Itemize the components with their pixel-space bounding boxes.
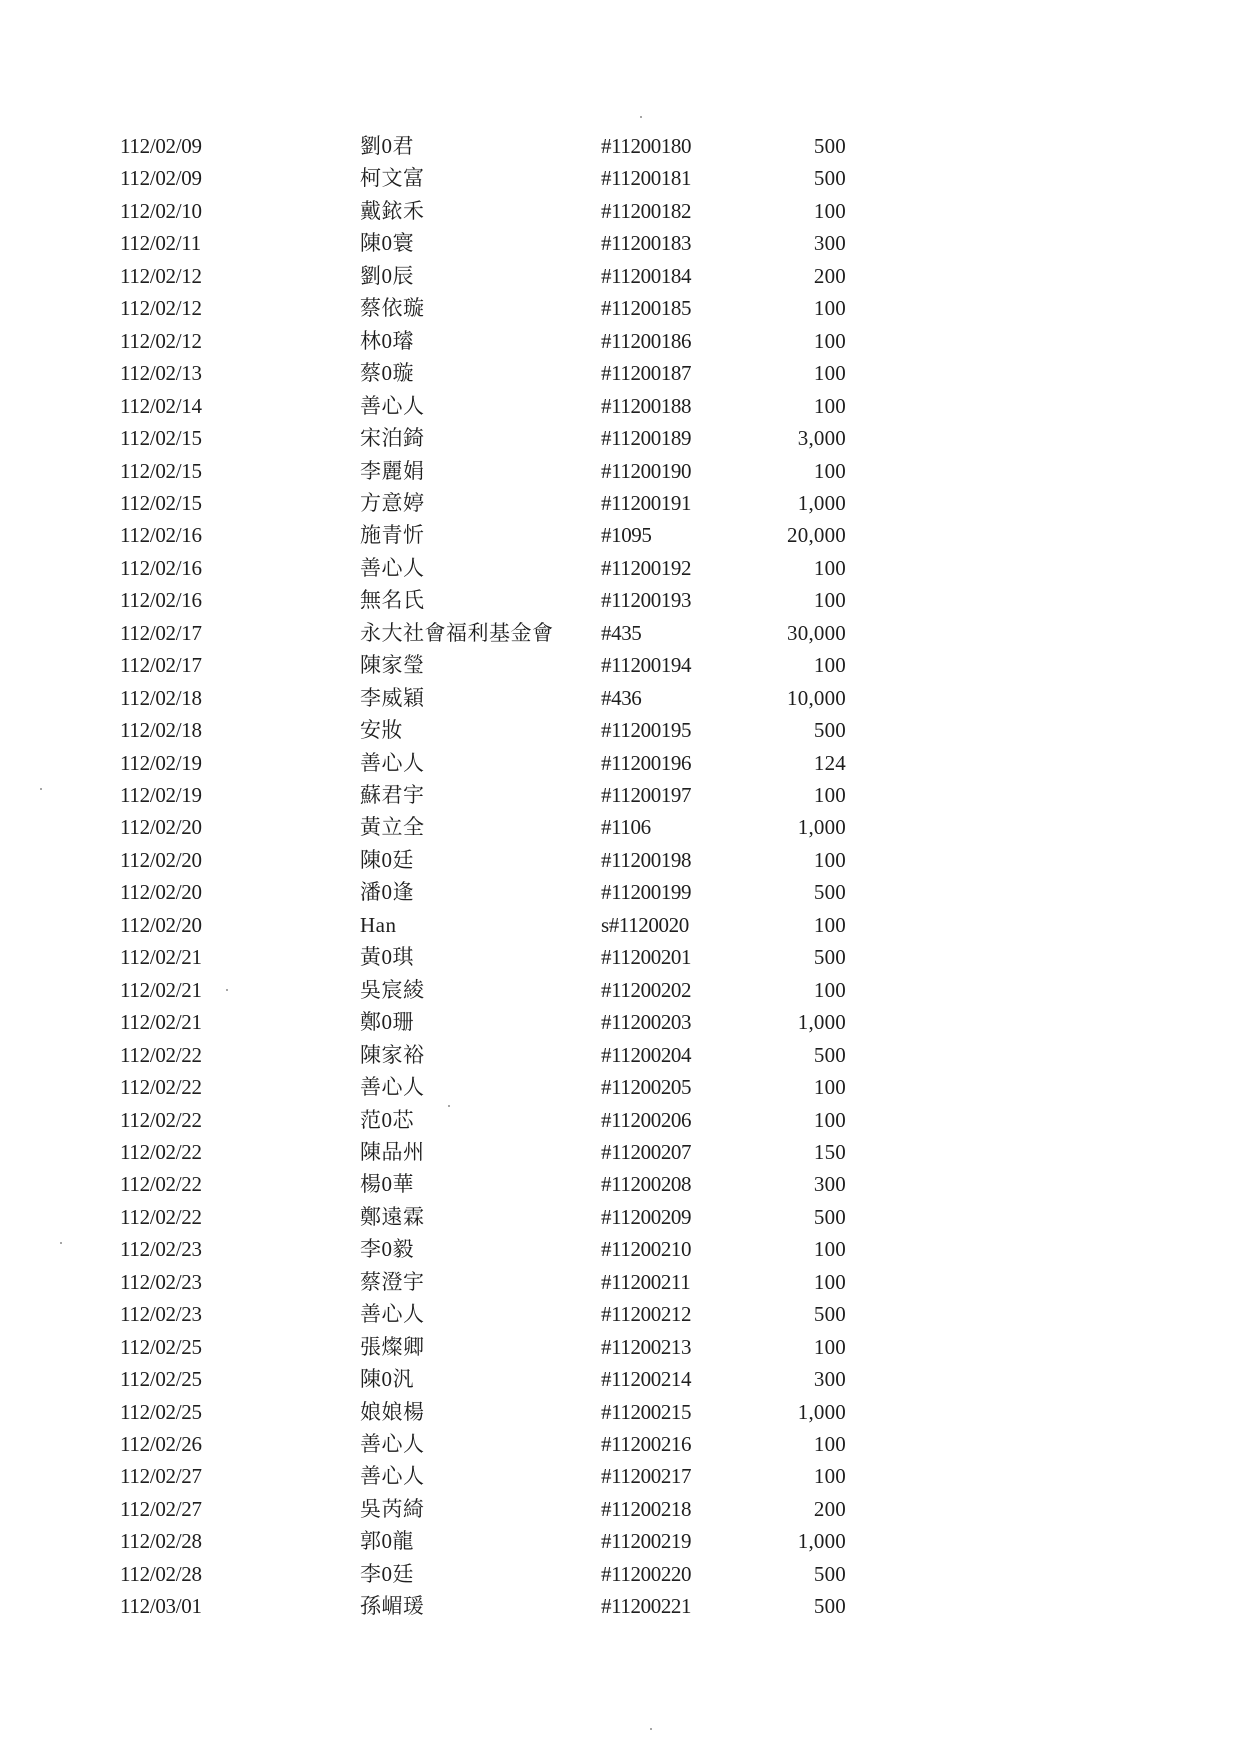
donation-amount: 100 <box>813 1237 846 1261</box>
donation-date: 112/02/17 <box>120 621 202 645</box>
receipt-number: #11200211 <box>601 1270 691 1294</box>
donor-name: 善心人 <box>360 1302 425 1326</box>
donation-row <box>0 1105 1240 1135</box>
receipt-number: #11200191 <box>601 491 692 515</box>
donation-amount: 500 <box>813 1562 846 1586</box>
donation-amount: 100 <box>813 394 846 418</box>
donation-date: 112/02/20 <box>120 913 202 937</box>
donor-name: 李麗娟 <box>360 459 425 483</box>
donor-name: 黃0琪 <box>360 945 414 969</box>
donor-name: 陳品州 <box>360 1140 425 1164</box>
donor-name: 林0璿 <box>360 329 414 353</box>
donation-amount: 100 <box>813 459 846 483</box>
donation-date: 112/02/16 <box>120 588 202 612</box>
donation-date: 112/02/23 <box>120 1237 202 1261</box>
donation-row <box>0 553 1240 583</box>
donation-row <box>0 942 1240 972</box>
receipt-number: #11200182 <box>601 199 692 223</box>
donation-date: 112/02/11 <box>120 231 201 255</box>
receipt-number: #11200219 <box>601 1529 692 1553</box>
donation-amount: 124 <box>813 751 846 775</box>
donation-row <box>0 650 1240 680</box>
donation-date: 112/02/09 <box>120 134 202 158</box>
donation-amount: 500 <box>813 1043 846 1067</box>
donation-row <box>0 1332 1240 1362</box>
donation-date: 112/02/20 <box>120 815 202 839</box>
donation-amount: 100 <box>813 329 846 353</box>
donor-name: 柯文富 <box>360 166 425 190</box>
donation-row <box>0 1526 1240 1556</box>
donation-row <box>0 228 1240 258</box>
donor-name: 吳芮綺 <box>360 1497 425 1521</box>
receipt-number: #436 <box>601 686 642 710</box>
receipt-number: #11200209 <box>601 1205 692 1229</box>
donation-amount: 100 <box>813 296 846 320</box>
receipt-number: #11200199 <box>601 880 692 904</box>
scan-speck <box>226 989 228 991</box>
donation-amount: 500 <box>813 134 846 158</box>
scan-speck <box>40 788 42 790</box>
donation-amount: 150 <box>813 1140 846 1164</box>
receipt-number: #11200185 <box>601 296 692 320</box>
donation-amount: 300 <box>813 1172 846 1196</box>
donor-name: 潘0逢 <box>360 880 414 904</box>
donation-amount: 200 <box>813 1497 846 1521</box>
receipt-number: #11200201 <box>601 945 692 969</box>
donor-name: 黃立全 <box>360 815 425 839</box>
donation-date: 112/03/01 <box>120 1594 202 1618</box>
receipt-number: #11200193 <box>601 588 692 612</box>
donor-name: 蔡0璇 <box>360 361 414 385</box>
donation-row <box>0 293 1240 323</box>
donation-date: 112/02/20 <box>120 848 202 872</box>
donation-date: 112/02/21 <box>120 1010 202 1034</box>
receipt-number: #11200205 <box>601 1075 692 1099</box>
donor-name: 鄭遠霖 <box>360 1205 425 1229</box>
donation-amount: 100 <box>813 361 846 385</box>
donation-date: 112/02/25 <box>120 1367 202 1391</box>
donation-row <box>0 196 1240 226</box>
receipt-number: #11200183 <box>601 231 692 255</box>
donation-amount: 500 <box>813 1302 846 1326</box>
receipt-number: #11200181 <box>601 166 692 190</box>
donation-amount: 500 <box>813 1205 846 1229</box>
donation-row <box>0 1461 1240 1491</box>
receipt-number: #1095 <box>601 523 652 547</box>
donor-name: 戴銥禾 <box>360 199 425 223</box>
receipt-number: #11200217 <box>601 1464 692 1488</box>
donation-date: 112/02/22 <box>120 1140 202 1164</box>
donor-name: 蘇君宇 <box>360 783 425 807</box>
donor-name: 李0廷 <box>360 1562 414 1586</box>
donation-date: 112/02/22 <box>120 1043 202 1067</box>
donation-date: 112/02/20 <box>120 880 202 904</box>
donation-date: 112/02/28 <box>120 1529 202 1553</box>
donation-amount: 500 <box>813 1594 846 1618</box>
scan-speck <box>448 1105 450 1107</box>
donor-name: 陳0寰 <box>360 231 414 255</box>
receipt-number: #11200186 <box>601 329 692 353</box>
donation-date: 112/02/22 <box>120 1108 202 1132</box>
scan-speck <box>650 1728 652 1730</box>
donor-name: 陳家裕 <box>360 1043 425 1067</box>
donation-date: 112/02/27 <box>120 1464 202 1488</box>
donor-name: Han <box>360 913 397 937</box>
donation-row <box>0 423 1240 453</box>
receipt-number: #11200221 <box>601 1594 692 1618</box>
donation-date: 112/02/25 <box>120 1335 202 1359</box>
donation-date: 112/02/09 <box>120 166 202 190</box>
donor-name: 吳宸綾 <box>360 978 425 1002</box>
donation-date: 112/02/13 <box>120 361 202 385</box>
donor-name: 李0毅 <box>360 1237 414 1261</box>
donation-row <box>0 1267 1240 1297</box>
receipt-number: #11200180 <box>601 134 692 158</box>
donation-date: 112/02/19 <box>120 751 202 775</box>
donation-amount: 100 <box>813 1432 846 1456</box>
donor-name: 善心人 <box>360 394 425 418</box>
donation-row <box>0 1202 1240 1232</box>
receipt-number: #11200213 <box>601 1335 692 1359</box>
donation-row <box>0 261 1240 291</box>
receipt-number: #11200212 <box>601 1302 692 1326</box>
donation-date: 112/02/23 <box>120 1270 202 1294</box>
donation-amount: 100 <box>813 1335 846 1359</box>
donation-amount: 100 <box>813 1464 846 1488</box>
donation-row <box>0 488 1240 518</box>
donation-row <box>0 812 1240 842</box>
receipt-number: #11200203 <box>601 1010 692 1034</box>
donation-amount: 100 <box>813 1108 846 1132</box>
donation-amount: 30,000 <box>787 621 846 645</box>
donation-row <box>0 845 1240 875</box>
receipt-number: #435 <box>601 621 642 645</box>
scan-speck <box>60 1242 62 1244</box>
donation-date: 112/02/23 <box>120 1302 202 1326</box>
donor-name: 楊0華 <box>360 1172 414 1196</box>
donation-row <box>0 1169 1240 1199</box>
donor-name: 陳0廷 <box>360 848 414 872</box>
donor-name: 陳0汎 <box>360 1367 414 1391</box>
donation-row <box>0 1072 1240 1102</box>
donor-name: 宋泊錡 <box>360 426 425 450</box>
donation-amount: 300 <box>813 231 846 255</box>
donation-row <box>0 715 1240 745</box>
donor-name: 張燦卿 <box>360 1335 425 1359</box>
receipt-number: #11200197 <box>601 783 692 807</box>
donation-amount: 100 <box>813 783 846 807</box>
donation-row <box>0 163 1240 193</box>
donation-date: 112/02/18 <box>120 718 202 742</box>
donation-date: 112/02/15 <box>120 491 202 515</box>
receipt-number: #11200192 <box>601 556 692 580</box>
donor-name: 娘娘楊 <box>360 1400 425 1424</box>
donation-date: 112/02/22 <box>120 1172 202 1196</box>
receipt-number: #11200190 <box>601 459 692 483</box>
donation-amount: 10,000 <box>787 686 846 710</box>
donation-date: 112/02/28 <box>120 1562 202 1586</box>
donation-amount: 100 <box>813 1270 846 1294</box>
donation-amount: 500 <box>813 166 846 190</box>
donation-date: 112/02/12 <box>120 329 202 353</box>
donation-amount: 1,000 <box>797 1400 846 1424</box>
donor-name: 無名氏 <box>360 588 425 612</box>
donation-date: 112/02/21 <box>120 978 202 1002</box>
donor-name: 陳家瑩 <box>360 653 425 677</box>
donation-row <box>0 748 1240 778</box>
donor-name: 永大社會福利基金會 <box>360 621 554 645</box>
donation-amount: 100 <box>813 199 846 223</box>
donation-amount: 200 <box>813 264 846 288</box>
donation-row <box>0 1040 1240 1070</box>
donation-row <box>0 683 1240 713</box>
donation-amount: 100 <box>813 588 846 612</box>
donation-date: 112/02/27 <box>120 1497 202 1521</box>
donation-row <box>0 1429 1240 1459</box>
donation-date: 112/02/17 <box>120 653 202 677</box>
receipt-number: #1106 <box>601 815 651 839</box>
donation-row <box>0 618 1240 648</box>
donation-row <box>0 1137 1240 1167</box>
donation-row <box>0 358 1240 388</box>
receipt-number: #11200202 <box>601 978 692 1002</box>
donation-row <box>0 1591 1240 1621</box>
donation-amount: 100 <box>813 1075 846 1099</box>
receipt-number: #11200216 <box>601 1432 692 1456</box>
donor-name: 劉0辰 <box>360 264 414 288</box>
receipt-number: #11200196 <box>601 751 692 775</box>
donor-name: 鄭0珊 <box>360 1010 414 1034</box>
donor-name: 善心人 <box>360 751 425 775</box>
receipt-number: #11200198 <box>601 848 692 872</box>
donation-row <box>0 1494 1240 1524</box>
donation-amount: 20,000 <box>787 523 846 547</box>
receipt-number: #11200188 <box>601 394 692 418</box>
donation-date: 112/02/26 <box>120 1432 202 1456</box>
donation-date: 112/02/15 <box>120 426 202 450</box>
donation-amount: 100 <box>813 556 846 580</box>
receipt-number: #11200220 <box>601 1562 692 1586</box>
donation-amount: 100 <box>813 978 846 1002</box>
donor-name: 善心人 <box>360 1075 425 1099</box>
donation-amount: 100 <box>813 653 846 677</box>
donation-amount: 1,000 <box>797 491 846 515</box>
donation-amount: 1,000 <box>797 1529 846 1553</box>
donation-row <box>0 520 1240 550</box>
donation-date: 112/02/21 <box>120 945 202 969</box>
donor-name: 安妝 <box>360 718 403 742</box>
donation-row <box>0 1364 1240 1394</box>
donation-amount: 1,000 <box>797 815 846 839</box>
receipt-number: #11200187 <box>601 361 692 385</box>
donation-date: 112/02/22 <box>120 1205 202 1229</box>
donation-date: 112/02/12 <box>120 296 202 320</box>
donation-date: 112/02/22 <box>120 1075 202 1099</box>
receipt-number: #11200214 <box>601 1367 692 1391</box>
donor-name: 李威穎 <box>360 686 425 710</box>
donation-amount: 500 <box>813 880 846 904</box>
donation-amount: 100 <box>813 848 846 872</box>
donor-name: 善心人 <box>360 1432 425 1456</box>
donation-row <box>0 326 1240 356</box>
receipt-number: #11200218 <box>601 1497 692 1521</box>
donation-date: 112/02/10 <box>120 199 202 223</box>
donation-date: 112/02/25 <box>120 1400 202 1424</box>
donation-date: 112/02/19 <box>120 783 202 807</box>
receipt-number: #11200207 <box>601 1140 692 1164</box>
donor-name: 善心人 <box>360 556 425 580</box>
donor-name: 蔡依璇 <box>360 296 425 320</box>
donation-date: 112/02/15 <box>120 459 202 483</box>
donation-date: 112/02/12 <box>120 264 202 288</box>
receipt-number: #11200184 <box>601 264 692 288</box>
receipt-number: #11200210 <box>601 1237 692 1261</box>
donation-row <box>0 910 1240 940</box>
donation-date: 112/02/16 <box>120 556 202 580</box>
donation-row <box>0 1559 1240 1589</box>
receipt-number: #11200208 <box>601 1172 692 1196</box>
donation-amount: 1,000 <box>797 1010 846 1034</box>
receipt-number: #11200194 <box>601 653 692 677</box>
donor-name: 善心人 <box>360 1464 425 1488</box>
receipt-number: s#1120020 <box>601 913 689 937</box>
receipt-number: #11200204 <box>601 1043 692 1067</box>
donation-row <box>0 975 1240 1005</box>
donation-amount: 500 <box>813 945 846 969</box>
donation-row <box>0 877 1240 907</box>
donation-date: 112/02/14 <box>120 394 202 418</box>
receipt-number: #11200189 <box>601 426 692 450</box>
donor-name: 施青忻 <box>360 523 425 547</box>
donation-row <box>0 1397 1240 1427</box>
donation-row <box>0 780 1240 810</box>
scan-speck <box>640 116 642 118</box>
donation-amount: 3,000 <box>797 426 846 450</box>
donor-name: 范0芯 <box>360 1108 414 1132</box>
donation-date: 112/02/18 <box>120 686 202 710</box>
donor-name: 方意婷 <box>360 491 425 515</box>
donation-row <box>0 1299 1240 1329</box>
donation-date: 112/02/16 <box>120 523 202 547</box>
donation-row <box>0 391 1240 421</box>
donation-row <box>0 456 1240 486</box>
donor-name: 孫嵋瑗 <box>360 1594 425 1618</box>
receipt-number: #11200195 <box>601 718 692 742</box>
donor-name: 劉0君 <box>360 134 414 158</box>
receipt-number: #11200215 <box>601 1400 692 1424</box>
donation-row <box>0 1234 1240 1264</box>
donation-row <box>0 1007 1240 1037</box>
donation-amount: 300 <box>813 1367 846 1391</box>
donor-name: 郭0龍 <box>360 1529 414 1553</box>
donation-amount: 100 <box>813 913 846 937</box>
donation-row <box>0 585 1240 615</box>
donation-amount: 500 <box>813 718 846 742</box>
receipt-number: #11200206 <box>601 1108 692 1132</box>
donation-row <box>0 131 1240 161</box>
donor-name: 蔡澄宇 <box>360 1270 425 1294</box>
